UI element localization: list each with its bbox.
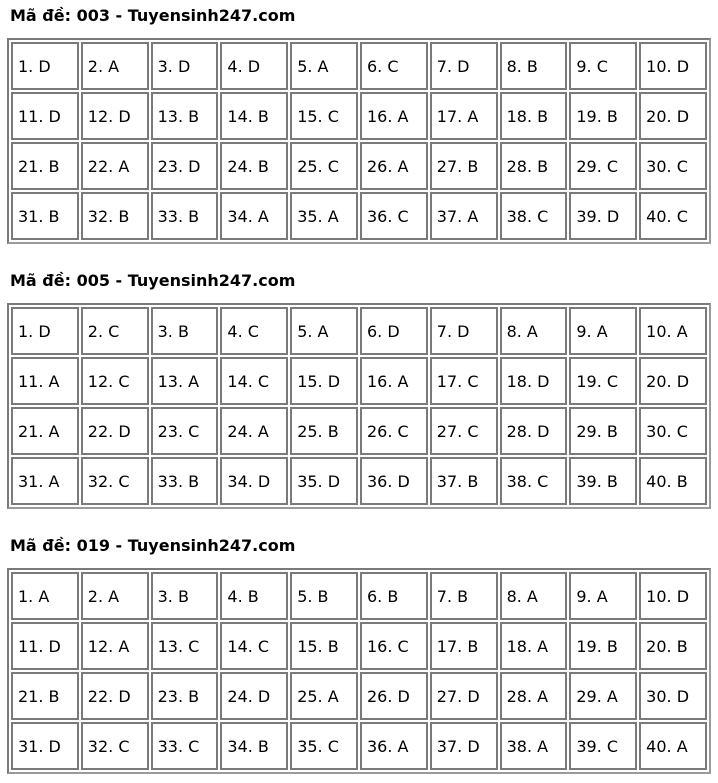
answer-cell: 1. D	[11, 42, 79, 90]
section-heading: Mã đề: 005 - Tuyensinh247.com	[10, 271, 296, 290]
answer-cell: 24. B	[220, 142, 288, 190]
answer-cell: 13. B	[151, 92, 219, 140]
answer-cell: 2. A	[81, 572, 149, 620]
answer-cell: 28. D	[500, 407, 568, 455]
answer-cell: 1. D	[11, 307, 79, 355]
answer-cell: 30. D	[639, 672, 707, 720]
answer-cell: 19. B	[569, 92, 637, 140]
answer-cell: 12. A	[81, 622, 149, 670]
table-row	[11, 722, 707, 770]
answer-cell: 18. A	[500, 622, 568, 670]
answer-cell: 19. B	[569, 622, 637, 670]
answer-cell: 33. C	[151, 722, 219, 770]
answer-cell: 24. A	[220, 407, 288, 455]
answer-cell: 29. C	[569, 142, 637, 190]
table-row	[11, 192, 707, 240]
answer-cell: 31. A	[11, 457, 79, 505]
table-row	[11, 42, 707, 90]
answer-cell: 3. B	[151, 307, 219, 355]
answer-cell: 5. A	[290, 42, 358, 90]
answer-cell: 15. C	[290, 92, 358, 140]
answer-cell: 17. C	[430, 357, 498, 405]
answer-cell: 26. C	[360, 407, 428, 455]
answer-cell: 3. B	[151, 572, 219, 620]
answer-cell: 15. B	[290, 622, 358, 670]
answer-cell: 8. A	[500, 572, 568, 620]
answer-cell: 11. D	[11, 92, 79, 140]
answer-cell: 14. C	[220, 357, 288, 405]
answer-cell: 22. A	[81, 142, 149, 190]
answer-cell: 39. D	[569, 192, 637, 240]
answer-cell: 11. D	[11, 622, 79, 670]
answer-cell: 39. B	[569, 457, 637, 505]
table-row	[11, 622, 707, 670]
table-row	[11, 92, 707, 140]
section-heading: Mã đề: 019 - Tuyensinh247.com	[10, 536, 296, 555]
answer-cell: 35. D	[290, 457, 358, 505]
answer-cell: 29. A	[569, 672, 637, 720]
answer-cell: 14. C	[220, 622, 288, 670]
answer-cell: 37. D	[430, 722, 498, 770]
answer-cell: 31. D	[11, 722, 79, 770]
answer-cell: 23. B	[151, 672, 219, 720]
answer-cell: 30. C	[639, 407, 707, 455]
answer-cell: 17. B	[430, 622, 498, 670]
answer-table	[7, 38, 711, 244]
answer-cell: 37. B	[430, 457, 498, 505]
answer-cell: 35. A	[290, 192, 358, 240]
answer-cell: 6. C	[360, 42, 428, 90]
table-row	[11, 457, 707, 505]
answer-cell: 8. B	[500, 42, 568, 90]
answer-cell: 8. A	[500, 307, 568, 355]
answer-cell: 9. A	[569, 307, 637, 355]
table-row	[11, 307, 707, 355]
answer-cell: 24. D	[220, 672, 288, 720]
answer-cell: 25. A	[290, 672, 358, 720]
answer-cell: 21. B	[11, 142, 79, 190]
table-row	[11, 572, 707, 620]
answer-cell: 38. C	[500, 192, 568, 240]
answer-cell: 27. C	[430, 407, 498, 455]
answer-cell: 29. B	[569, 407, 637, 455]
answer-cell: 20. D	[639, 92, 707, 140]
table-row	[11, 672, 707, 720]
answer-cell: 22. D	[81, 672, 149, 720]
answer-cell: 9. A	[569, 572, 637, 620]
answer-cell: 36. A	[360, 722, 428, 770]
answer-cell: 20. D	[639, 357, 707, 405]
answer-cell: 31. B	[11, 192, 79, 240]
answer-cell: 27. B	[430, 142, 498, 190]
section-heading: Mã đề: 003 - Tuyensinh247.com	[10, 6, 296, 25]
answer-cell: 1. A	[11, 572, 79, 620]
answer-cell: 33. B	[151, 192, 219, 240]
answer-cell: 34. D	[220, 457, 288, 505]
answer-cell: 18. D	[500, 357, 568, 405]
answer-cell: 9. C	[569, 42, 637, 90]
answer-cell: 6. D	[360, 307, 428, 355]
answer-cell: 20. B	[639, 622, 707, 670]
answer-cell: 14. B	[220, 92, 288, 140]
answer-cell: 28. B	[500, 142, 568, 190]
answer-cell: 37. A	[430, 192, 498, 240]
table-row	[11, 357, 707, 405]
answer-cell: 4. D	[220, 42, 288, 90]
answer-cell: 10. D	[639, 42, 707, 90]
answer-cell: 18. B	[500, 92, 568, 140]
answer-cell: 15. D	[290, 357, 358, 405]
answer-cell: 38. C	[500, 457, 568, 505]
answer-cell: 16. A	[360, 357, 428, 405]
answer-cell: 34. B	[220, 722, 288, 770]
answer-cell: 3. D	[151, 42, 219, 90]
answer-cell: 36. C	[360, 192, 428, 240]
answer-cell: 40. C	[639, 192, 707, 240]
answer-cell: 7. D	[430, 307, 498, 355]
answer-cell: 13. C	[151, 622, 219, 670]
answer-cell: 10. D	[639, 572, 707, 620]
answer-cell: 12. C	[81, 357, 149, 405]
answer-cell: 19. C	[569, 357, 637, 405]
answer-cell: 2. A	[81, 42, 149, 90]
answer-cell: 30. C	[639, 142, 707, 190]
answer-cell: 38. A	[500, 722, 568, 770]
answer-cell: 35. C	[290, 722, 358, 770]
answer-cell: 17. A	[430, 92, 498, 140]
answer-cell: 36. D	[360, 457, 428, 505]
answer-cell: 39. C	[569, 722, 637, 770]
answer-table	[7, 568, 711, 774]
answer-cell: 10. A	[639, 307, 707, 355]
answer-cell: 4. C	[220, 307, 288, 355]
answer-table	[7, 303, 711, 509]
table-row	[11, 142, 707, 190]
answer-cell: 2. C	[81, 307, 149, 355]
answer-cell: 33. B	[151, 457, 219, 505]
table-row	[11, 407, 707, 455]
answer-cell: 22. D	[81, 407, 149, 455]
answer-cell: 28. A	[500, 672, 568, 720]
answer-cell: 27. D	[430, 672, 498, 720]
answer-cell: 34. A	[220, 192, 288, 240]
answer-cell: 13. A	[151, 357, 219, 405]
answer-cell: 32. C	[81, 722, 149, 770]
answer-cell: 11. A	[11, 357, 79, 405]
answer-cell: 6. B	[360, 572, 428, 620]
answer-cell: 7. D	[430, 42, 498, 90]
answer-cell: 23. C	[151, 407, 219, 455]
answer-cell: 25. C	[290, 142, 358, 190]
answer-cell: 25. B	[290, 407, 358, 455]
answer-cell: 4. B	[220, 572, 288, 620]
answer-cell: 5. A	[290, 307, 358, 355]
answer-cell: 21. B	[11, 672, 79, 720]
answer-cell: 32. C	[81, 457, 149, 505]
answer-cell: 12. D	[81, 92, 149, 140]
answer-cell: 16. A	[360, 92, 428, 140]
answer-cell: 23. D	[151, 142, 219, 190]
answer-cell: 7. B	[430, 572, 498, 620]
answer-cell: 21. A	[11, 407, 79, 455]
answer-cell: 26. D	[360, 672, 428, 720]
answer-cell: 5. B	[290, 572, 358, 620]
answer-cell: 26. A	[360, 142, 428, 190]
answer-cell: 16. C	[360, 622, 428, 670]
answer-cell: 40. A	[639, 722, 707, 770]
answer-cell: 40. B	[639, 457, 707, 505]
answer-cell: 32. B	[81, 192, 149, 240]
